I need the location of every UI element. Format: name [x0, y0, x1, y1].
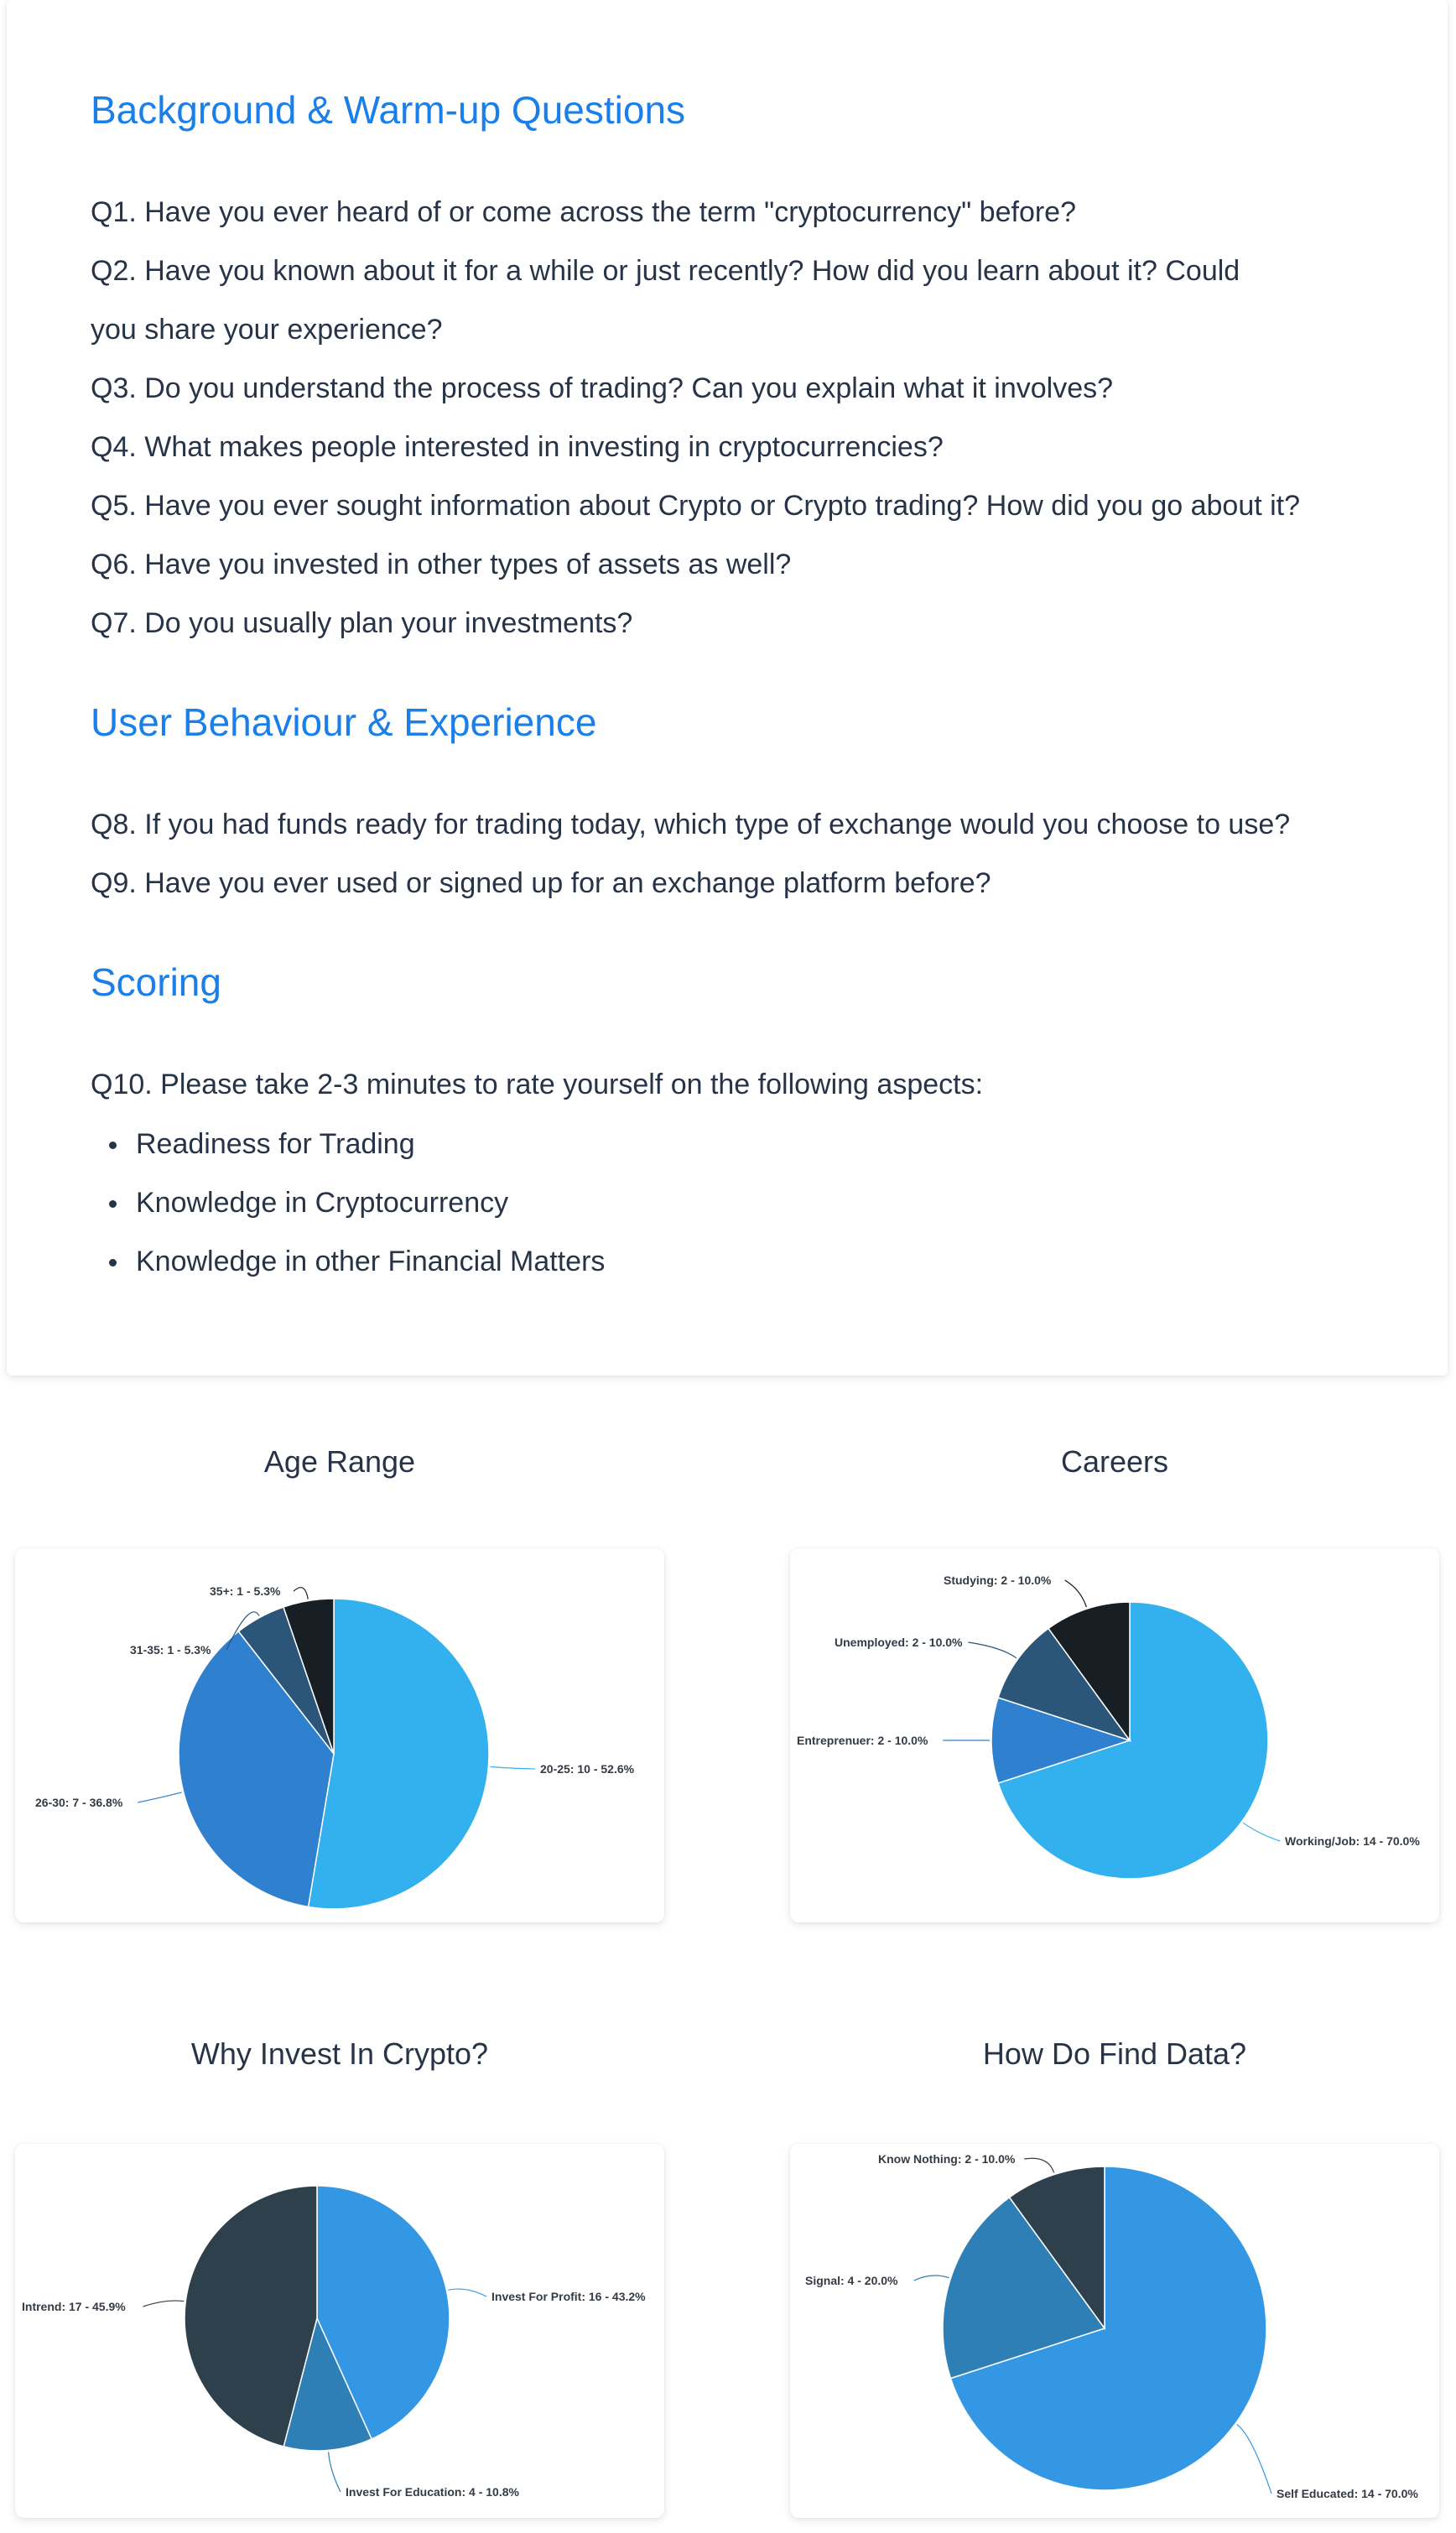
leader-line-20-25 [490, 1766, 535, 1769]
question-q4: Q4. What makes people interested in investing in cryptocurrencies? [91, 431, 944, 463]
pie-label-signal: Signal: 4 - 20.0% [805, 2274, 898, 2287]
pie-chart-careers [790, 1548, 1439, 1922]
chart-card-find-data [790, 2144, 1439, 2518]
question-q9: Q9. Have you ever used or signed up for an exchange platform before? [91, 867, 991, 899]
leader-line-26-30 [138, 1792, 181, 1802]
pie-chart-find-data [790, 2144, 1439, 2518]
chart-card-age-range [15, 1548, 664, 1922]
pie-label-invest-for-education: Invest For Education: 4 - 10.8% [346, 2485, 519, 2499]
leader-line-invest-for-profit [448, 2289, 486, 2296]
leader-line-intrend [143, 2301, 185, 2307]
section-title-background: Background & Warm-up Questions [91, 88, 686, 132]
pie-slice-20-25 [309, 1599, 489, 1909]
question-q1: Q1. Have you ever heard of or come across the term "cryptocurrency" before? [91, 196, 1076, 228]
leader-line-signal [914, 2276, 949, 2281]
pie-chart-age-range [15, 1548, 664, 1922]
pie-label-intrend: Intrend: 17 - 45.9% [22, 2300, 126, 2313]
leader-line-working-job [1243, 1823, 1280, 1841]
pie-label-31-35: 31-35: 1 - 5.3% [130, 1643, 211, 1657]
pie-label-working-job: Working/Job: 14 - 70.0% [1285, 1834, 1420, 1848]
pie-label-self-educated: Self Educated: 14 - 70.0% [1277, 2487, 1418, 2500]
leader-line-invest-for-education [329, 2452, 341, 2492]
question-q7: Q7. Do you usually plan your investments? [91, 607, 633, 639]
leader-line-unemployed [968, 1642, 1017, 1658]
leader-line-self-educated [1237, 2425, 1271, 2494]
pie-label-invest-for-profit: Invest For Profit: 16 - 43.2% [491, 2290, 646, 2303]
pie-chart-why-invest [15, 2144, 664, 2518]
leader-line-studying [1065, 1580, 1087, 1607]
pie-label-know-nothing: Know Nothing: 2 - 10.0% [878, 2152, 1016, 2166]
question-q8: Q8. If you had funds ready for trading today, which type of exchange would you choose to use? [91, 809, 1291, 840]
section-title-user-behaviour: User Behaviour & Experience [91, 700, 597, 744]
question-q3: Q3. Do you understand the process of trading? Can you explain what it involves? [91, 372, 1114, 404]
scoring-bullet-list [91, 1127, 605, 1303]
bullet-crypto-knowledge: Knowledge in Cryptocurrency [91, 1186, 605, 1245]
pie-label-entreprenuer: Entreprenuer: 2 - 10.0% [797, 1734, 928, 1747]
question-q5: Q5. Have you ever sought information about Crypto or Crypto trading? How did you go about it? [91, 490, 1301, 522]
pie-label-26-30: 26-30: 7 - 36.8% [35, 1796, 123, 1809]
chart-title-why-invest: Why Invest In Crypto? [190, 2036, 489, 2071]
question-q10: Q10. Please take 2-3 minutes to rate yourself on the following aspects: [91, 1069, 984, 1100]
chart-title-age-range: Age Range [263, 1444, 416, 1479]
question-q6: Q6. Have you invested in other types of assets as well? [91, 549, 792, 580]
question-q2: Q2. Have you known about it for a while or just recently? How did you learn about it? Could [91, 255, 1240, 287]
leader-line-know-nothing [1024, 2158, 1054, 2172]
chart-title-find-data: How Do Find Data? [982, 2036, 1247, 2071]
pie-label-35: 35+: 1 - 5.3% [210, 1584, 281, 1598]
bullet-financial-knowledge: Knowledge in other Financial Matters [91, 1245, 605, 1303]
section-title-scoring: Scoring [91, 960, 221, 1004]
question-q2-continued: you share your experience? [91, 314, 443, 346]
pie-label-20-25: 20-25: 10 - 52.6% [540, 1762, 635, 1776]
pie-label-studying: Studying: 2 - 10.0% [944, 1573, 1052, 1587]
chart-title-careers: Careers [1060, 1444, 1169, 1479]
bullet-readiness: Readiness for Trading [91, 1127, 605, 1186]
chart-card-careers [790, 1548, 1439, 1922]
pie-label-unemployed: Unemployed: 2 - 10.0% [835, 1636, 963, 1649]
chart-card-why-invest [15, 2144, 664, 2518]
leader-line-35 [294, 1588, 308, 1599]
questionnaire-card [7, 0, 1448, 1376]
